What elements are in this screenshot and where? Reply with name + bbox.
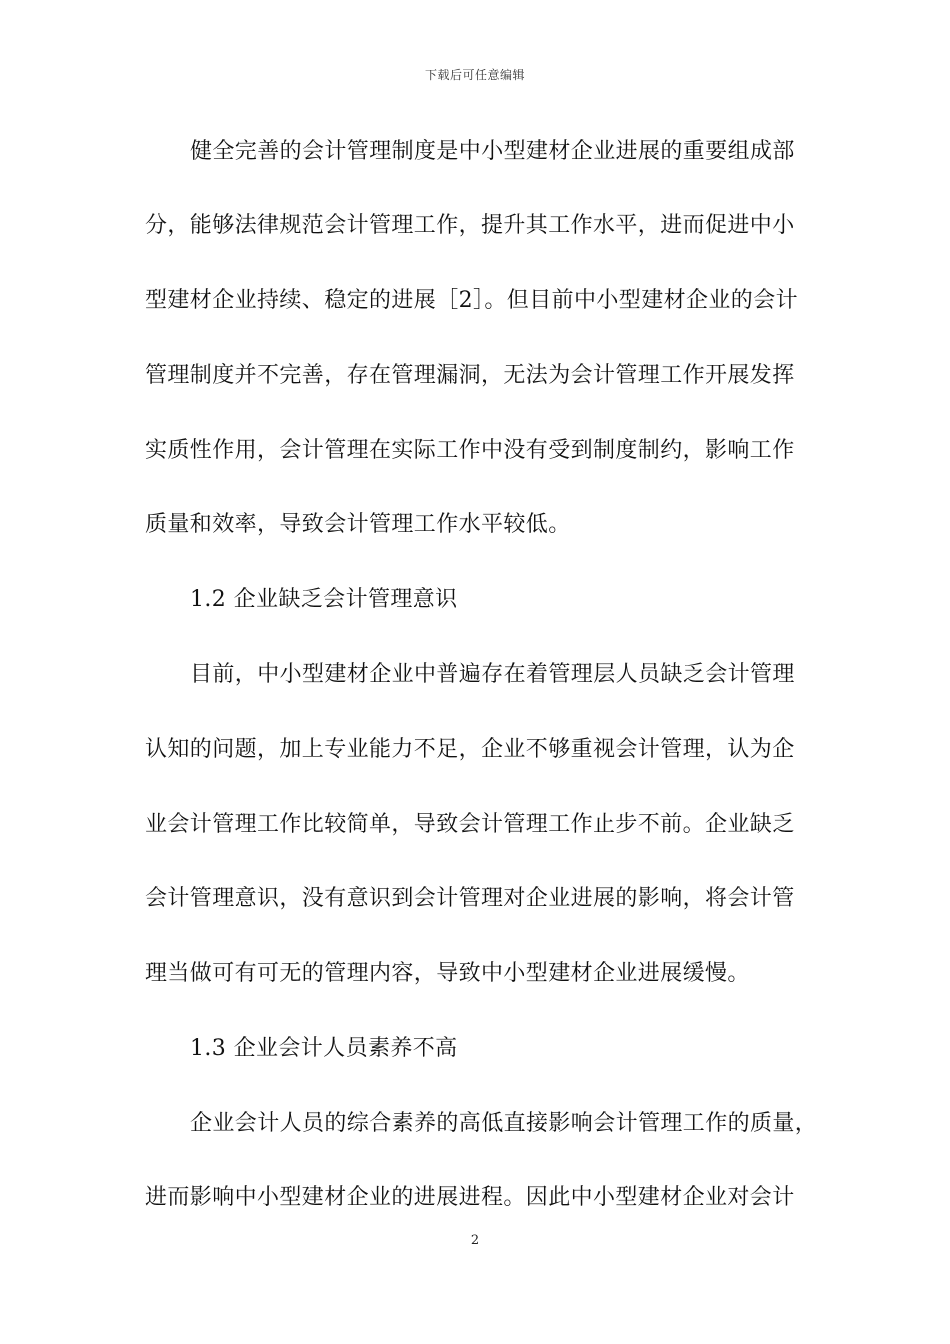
paragraph-line: 理当做可有可无的管理内容，导致中小型建材企业进展缓慢。	[145, 961, 750, 986]
section-heading: 1.3 企业会计人员素养不高	[190, 1036, 458, 1061]
paragraph-line: 目前，中小型建材企业中普遍存在着管理层人员缺乏会计管理	[190, 662, 795, 687]
paragraph-line: 健全完善的会计管理制度是中小型建材企业进展的重要组成部	[190, 139, 795, 164]
paragraph-line: 会计管理意识，没有意识到会计管理对企业进展的影响，将会计管	[145, 886, 795, 911]
paragraph-line: 实质性作用，会计管理在实际工作中没有受到制度制约，影响工作	[145, 438, 795, 463]
paragraph-line: 认知的问题，加上专业能力不足，企业不够重视会计管理，认为企	[145, 737, 795, 762]
page-number: 2	[470, 1233, 480, 1248]
page-header: 下载后可任意编辑	[424, 68, 525, 82]
paragraph-line: 分，能够法律规范会计管理工作，提升其工作水平，进而促进中小	[145, 213, 795, 238]
paragraph-line: 进而影响中小型建材企业的进展进程。因此中小型建材企业对会计	[145, 1185, 795, 1210]
section-heading: 1.2 企业缺乏会计管理意识	[190, 587, 458, 612]
paragraph-line: 质量和效率，导致会计管理工作水平较低。	[145, 512, 571, 537]
paragraph-line: 管理制度并不完善，存在管理漏洞，无法为会计管理工作开展发挥	[145, 363, 795, 388]
paragraph-line: 企业会计人员的综合素养的高低直接影响会计管理工作的质量，	[190, 1111, 818, 1136]
paragraph-line: 业会计管理工作比较简单，导致会计管理工作止步不前。企业缺乏	[145, 812, 795, 837]
paragraph-line: 型建材企业持续、稳定的进展［2］。但目前中小型建材企业的会计	[145, 288, 798, 313]
